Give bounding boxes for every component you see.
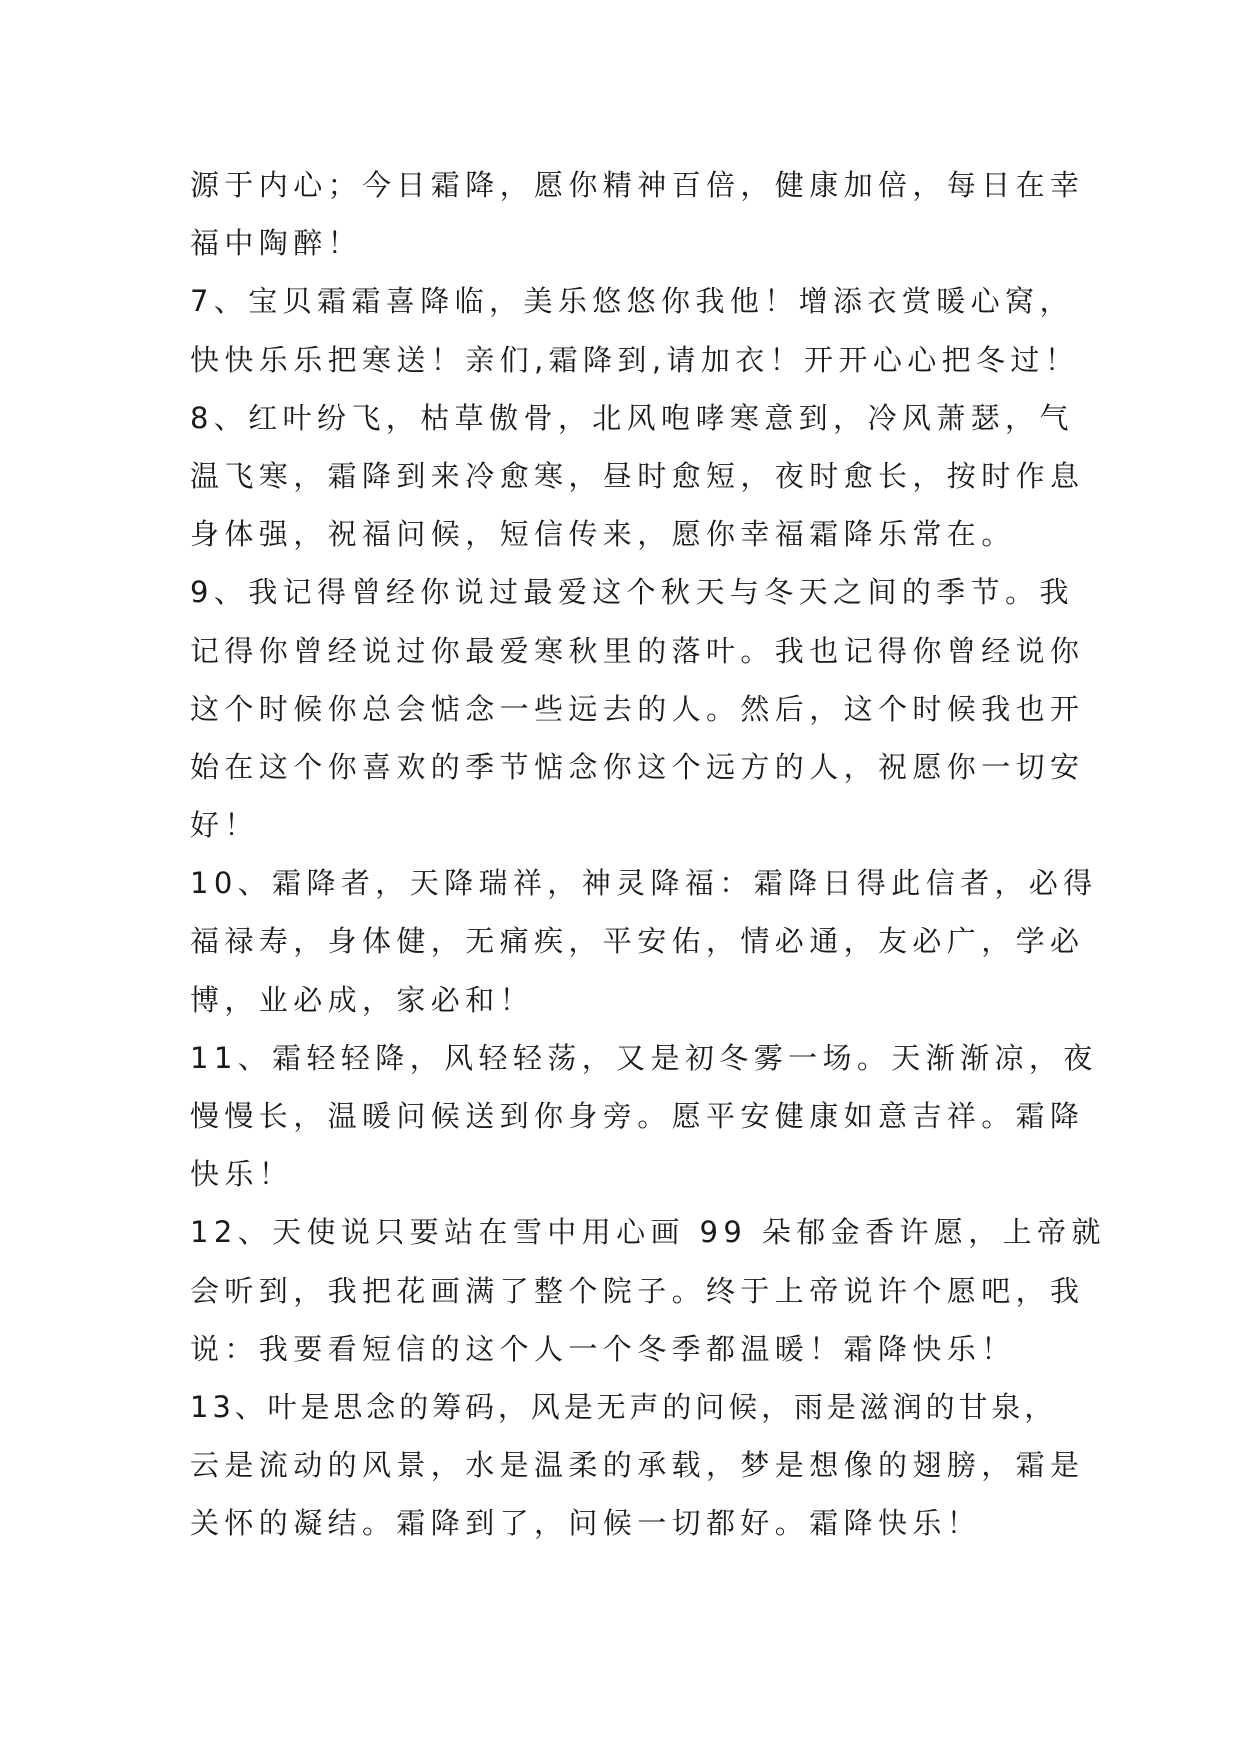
text-line: 13、叶是思念的筹码，风是无声的问候，雨是滋润的甘泉， [190,1389,1058,1424]
text-line: 10、霜降者，天降瑞祥，神灵降福：霜降日得此信者，必得 [190,866,1098,901]
text-line: 源于内心；今日霜降，愿你精神百倍，健康加倍，每日在幸 [190,168,1085,202]
text-line: 温飞寒，霜降到来冷愈寒，昼时愈短，夜时愈长，按时作息 [190,458,1085,493]
text-line: 9、我记得曾经你说过最爱这个秋天与冬天之间的季节。我 [190,575,1074,610]
text-line: 身体强，祝福问候，短信传来，愿你幸福霜降乐常在。 [190,517,1016,552]
text-line: 这个时候你总会惦念一些远去的人。然后，这个时候我也开 [190,691,1085,726]
text-line: 11、霜轻轻降，风轻轻荡，又是初冬雾一场。天渐渐凉，夜 [190,1040,1098,1075]
text-line: 始在这个你喜欢的季节惦念你这个远方的人，祝愿你一切安 [190,749,1085,784]
text-line: 会听到，我把花画满了整个院子。终于上帝说许个愿吧，我 [190,1273,1085,1308]
text-line: 福禄寿，身体健，无痛疾，平安佑，情必通，友必广，学必 [190,924,1085,959]
text-line: 好！ [190,808,259,843]
text-line: 快快乐乐把寒送！亲们,霜降到,请加衣！开开心心把冬过！ [190,342,1080,377]
text-line: 云是流动的风景，水是温柔的承载，梦是想像的翅膀，霜是 [190,1448,1085,1483]
text-line: 说：我要看短信的这个人一个冬季都温暖！霜降快乐！ [190,1331,1016,1366]
text-line: 记得你曾经说过你最爱寒秋里的落叶。我也记得你曾经说你 [190,633,1085,668]
document-body [190,156,1106,1553]
text-line: 博，业必成，家必和！ [190,982,535,1017]
text-line: 关怀的凝结。霜降到了，问候一切都好。霜降快乐！ [190,1506,982,1541]
text-line: 慢慢长，温暖问候送到你身旁。愿平安健康如意吉祥。霜降 [190,1099,1085,1133]
text-line: 12、天使说只要站在雪中用心画 99 朵郁金香许愿，上帝就 [190,1215,1106,1250]
text-line: 7、宝贝霜霜喜降临，美乐悠悠你我他！增添衣赏暖心窝， [190,284,1074,319]
text-line: 快乐！ [190,1157,294,1192]
text-line: 福中陶醉！ [190,226,363,261]
text-line: 8、红叶纷飞，枯草傲骨，北风咆哮寒意到，冷风萧瑟，气 [190,400,1074,435]
